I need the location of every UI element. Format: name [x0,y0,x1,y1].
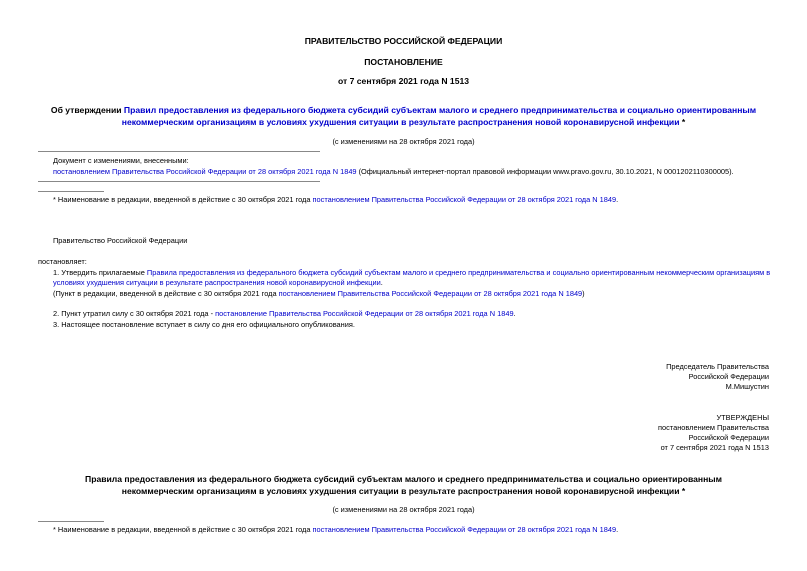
paragraph-1-note-link[interactable]: постановлением Правительства Российской Федерации от 28 октября 2021 года N 1849 [278,289,583,298]
decrees-word: постановляет: [38,257,87,266]
amendments-label: Документ с изменениями, внесенными: [53,156,189,165]
paragraph-1-note-end: ) [582,289,585,298]
amendment-source: (Официальный интернет-портал правовой информации www.pravo.gov.ru, 30.10.2021, N 0001202110300005). [356,167,734,176]
government-subject: Правительство Российской Федерации [53,236,188,245]
document-title-line2 [0,117,807,128]
footnote-title [53,195,618,205]
paragraph-2-end: . [513,309,516,318]
signature-position: Председатель Правительства [666,362,769,371]
government-heading: ПРАВИТЕЛЬСТВО РОССИЙСКОЙ ФЕДЕРАЦИИ [304,36,503,46]
footnote-divider [38,191,104,192]
rules-title-line1: Правила предоставления из федерального бюджета субсидий субъектам малого и среднего предпринимательства и социально ориентированным [85,474,722,484]
title-rules-link-cont[interactable]: некоммерческим организациям в условиях ухудшения ситуации в результате распространения новой коронавирусной инфекции [121,117,680,127]
title-prefix: Об утверждении [50,105,124,115]
paragraph-1-line2 [53,278,383,288]
amendment-decree-link[interactable]: постановлением Правительства Российской Федерации от 28 октября 2021 года N 1849 [53,167,357,176]
paragraph-1-rules-link-cont[interactable]: условиях ухудшения ситуации в результате распространения новой коронавирусной инфекции [53,278,381,287]
footnote-text: * Наименование в редакции, введенной в действие с 30 октября 2021 года [53,195,313,204]
paragraph-1-text: 1. Утвердить прилагаемые [53,268,147,277]
paragraph-1-note-text: (Пункт в редакции, введенной в действие с 30 октября 2021 года [53,289,279,298]
revision-note: (с изменениями на 28 октября 2021 года) [332,137,475,146]
document-type-heading: ПОСТАНОВЛЕНИЕ [364,57,443,67]
footnote-2-text: * Наименование в редакции, введенной в действие с 30 октября 2021 года [53,525,313,534]
paragraph-3: 3. Настоящее постановление вступает в силу со дня его официального опубликования. [53,320,355,329]
paragraph-1-line1 [53,268,769,278]
amendments-line [53,167,734,177]
footnote-2-end: . [616,525,619,534]
footnote-2-decree-link[interactable]: постановлением Правительства Российской Федерации от 28 октября 2021 года N 1849 [312,525,617,534]
paragraph-2-link[interactable]: постановление Правительства Российской Федерации от 28 октября 2021 года N 1849 [215,309,514,318]
approved-by: постановлением Правительства [658,423,769,432]
approved-date: от 7 сентября 2021 года N 1513 [660,443,769,452]
title-rules-link[interactable]: Правил предоставления из федерального бюджета субсидий субъектам малого и среднего предпринимательства и социально ориентированным [123,105,757,115]
divider [38,181,320,182]
paragraph-1-rules-link[interactable]: Правила предоставления из федерального бюджета субсидий субъектам малого и среднего предпринимательства и социально ориентированным некоммерческим организациям в [146,268,771,277]
rules-revision-note: (с изменениями на 28 октября 2021 года) [332,505,475,514]
paragraph-1-note [53,289,585,299]
signature-name: М.Мишустин [725,382,769,391]
divider [38,151,320,152]
paragraph-2-text: 2. Пункт утратил силу с 30 октября 2021 года - [53,309,216,318]
rules-title-line2: некоммерческим организациям в условиях ухудшения ситуации в результате распространения новой коронавирусной инфекции * [121,486,686,496]
footnote-end: . [616,195,619,204]
paragraph-2 [53,309,516,319]
title-suffix: * [679,117,686,127]
document-date-number: от 7 сентября 2021 года N 1513 [337,76,470,86]
paragraph-1-end: . [380,278,383,287]
document-title-line1 [0,105,807,116]
footnote-divider [38,521,104,522]
approved-heading: УТВЕРЖДЕНЫ [716,413,769,422]
footnote-decree-link[interactable]: постановлением Правительства Российской Федерации от 28 октября 2021 года N 1849 [312,195,617,204]
approved-country: Российской Федерации [688,433,769,442]
signature-country: Российской Федерации [688,372,769,381]
footnote-rules-title [53,525,618,535]
